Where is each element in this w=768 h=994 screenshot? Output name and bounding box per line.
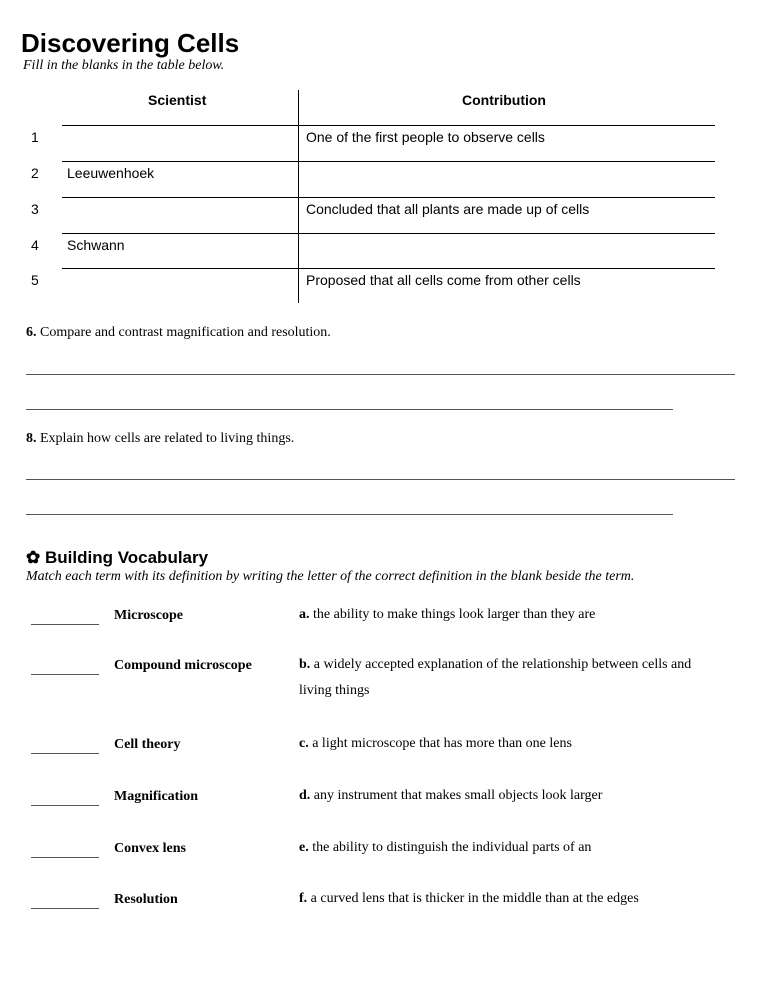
vocab-term: Compound microscope (114, 658, 252, 673)
definition-text: a widely accepted explanation of the relationship between cells and living things (299, 657, 692, 698)
contribution-cell: Proposed that all cells come from other cells (306, 272, 581, 288)
definition-letter: e. (299, 840, 309, 855)
vocab-definition (299, 835, 719, 861)
instructions: Fill in the blanks in the table below. (23, 58, 225, 73)
table-rule (62, 233, 715, 234)
answer-blank[interactable] (31, 624, 99, 625)
scientist-cell: Leeuwenhoek (67, 165, 155, 181)
question-number: 6. (26, 325, 37, 340)
answer-line[interactable] (26, 409, 673, 410)
page-title: Discovering Cells (21, 28, 240, 58)
definition-letter: b. (299, 657, 311, 672)
row-number: 5 (31, 272, 39, 288)
table-rule (62, 161, 715, 162)
header-scientist: Scientist (148, 92, 207, 108)
answer-blank[interactable] (31, 753, 99, 754)
definition-letter: a. (299, 607, 310, 622)
vocab-definition (299, 886, 719, 912)
vocab-title: Building Vocabulary (44, 548, 209, 567)
question-text: Explain how cells are related to living things. (40, 431, 295, 446)
definition-text: the ability to distinguish the individual parts of an (312, 840, 592, 855)
definition-letter: c. (299, 736, 309, 751)
table-rule (62, 197, 715, 198)
definition-text: the ability to make things look larger than they are (313, 607, 596, 622)
vocab-definition (299, 652, 719, 704)
answer-blank[interactable] (31, 908, 99, 909)
row-number: 4 (31, 237, 39, 253)
vocab-definition (299, 731, 719, 757)
header-contribution: Contribution (462, 92, 546, 108)
scientist-cell: Schwann (67, 237, 125, 253)
vocab-term: Microscope (114, 608, 183, 623)
vocab-term: Convex lens (114, 841, 186, 856)
vocab-instructions: Match each term with its definition by writing the letter of the correct definition in the blank beside the term. (26, 569, 635, 584)
row-number: 2 (31, 165, 39, 181)
definition-letter: d. (299, 788, 311, 803)
table-rule (62, 125, 715, 126)
row-number: 1 (31, 129, 39, 145)
answer-line[interactable] (26, 374, 735, 375)
vocab-definition (299, 602, 719, 628)
answer-blank[interactable] (31, 805, 99, 806)
question-number: 8. (26, 431, 37, 446)
contribution-cell: One of the first people to observe cells (306, 129, 545, 145)
answer-blank[interactable] (31, 857, 99, 858)
definition-letter: f. (299, 891, 308, 906)
definition-text: a curved lens that is thicker in the middle than at the edges (310, 891, 639, 906)
answer-line[interactable] (26, 479, 735, 480)
answer-blank[interactable] (31, 674, 99, 675)
vocab-term: Resolution (114, 892, 178, 907)
answer-line[interactable] (26, 514, 673, 515)
contribution-cell: Concluded that all plants are made up of cells (306, 201, 590, 217)
definition-text: any instrument that makes small objects look larger (313, 788, 603, 803)
vocab-definition (299, 783, 719, 809)
table-rule (62, 268, 715, 269)
definition-text: a light microscope that has more than one lens (312, 736, 572, 751)
row-number: 3 (31, 201, 39, 217)
flower-icon: ✿ (26, 548, 41, 567)
vocab-term: Magnification (114, 789, 198, 804)
vocab-heading (26, 548, 208, 568)
vocab-term: Cell theory (114, 737, 181, 752)
question-text: Compare and contrast magnification and resolution. (40, 325, 331, 340)
